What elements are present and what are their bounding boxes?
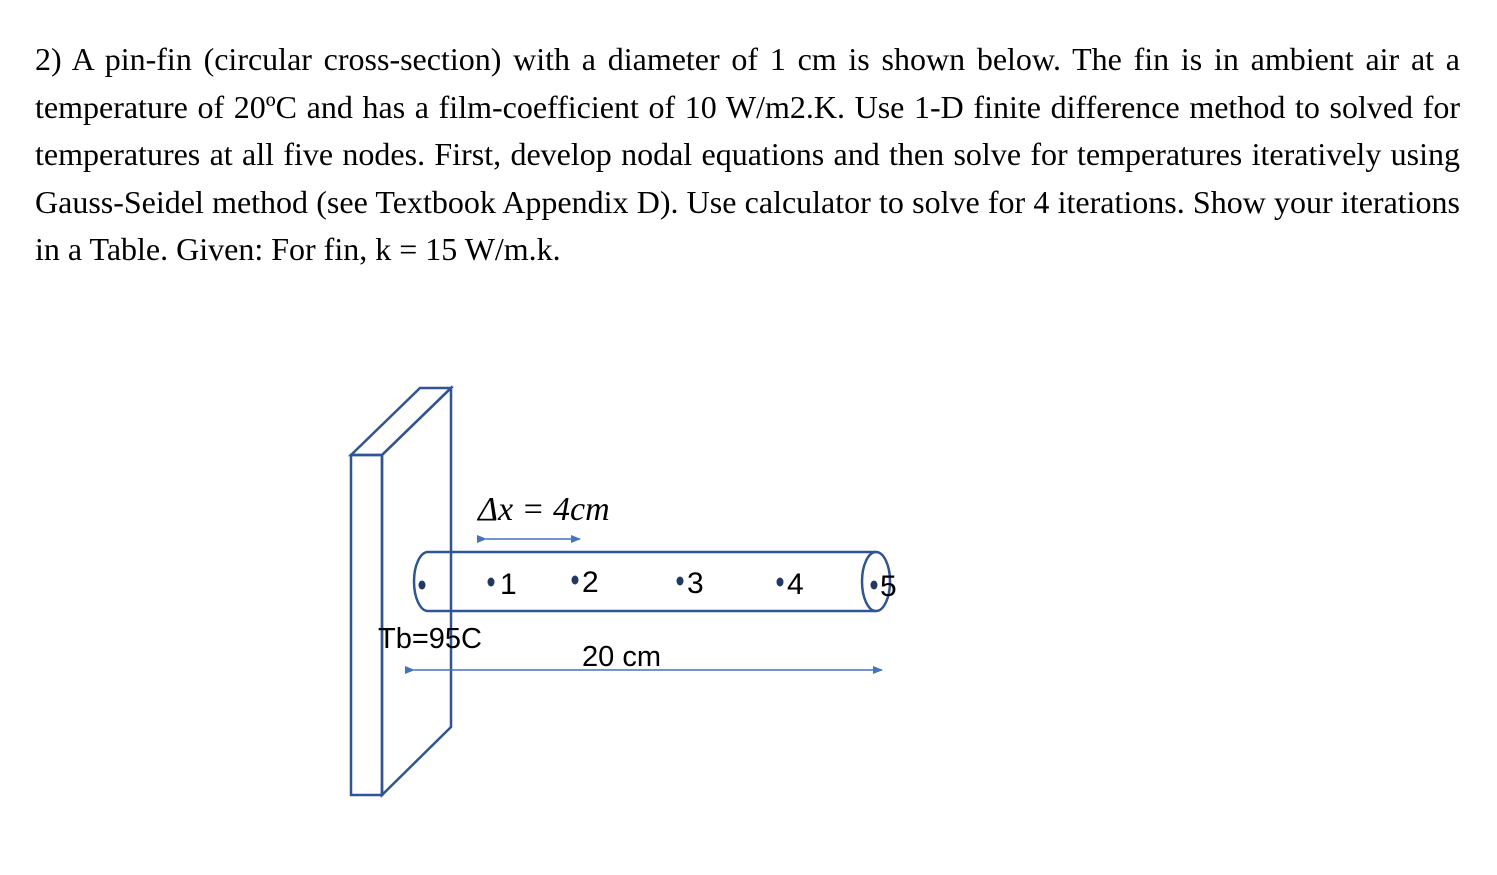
node-label-3: 3 [687, 567, 704, 600]
node-label-2: 2 [582, 566, 599, 599]
node-label-5: 5 [880, 570, 897, 603]
node-dot-base [419, 581, 426, 590]
node-dot-3 [677, 577, 684, 586]
fin-length-label: 20 cm [582, 641, 661, 673]
node-dot-5 [871, 581, 878, 590]
wall-top-face [351, 388, 451, 455]
node-dot-2 [572, 576, 579, 585]
base-temperature-label: Tb=95C [378, 623, 482, 655]
node-label-4: 4 [787, 568, 804, 601]
pin-fin [414, 552, 890, 611]
node-label-1: 1 [500, 568, 517, 601]
wall-side-face [382, 388, 451, 795]
node-dots [419, 576, 878, 590]
base-wall [351, 388, 451, 795]
node-dot-4 [777, 578, 784, 587]
fin-body-edges [428, 552, 876, 611]
dx-label: Δx = 4cm [478, 491, 610, 528]
problem-statement: 2) A pin-fin (circular cross-section) with a diameter of 1 cm is shown below. The fin is in ambient air at a temperature of 20ºC and has a film-coefficient of 10 W/m2.K. Use 1-D finite difference method to solved for temperatures at all five nodes. First, develop nodal equations and then solve for temperatures iteratively using Gauss-Seidel method (see Textbook Appendix D). Use calculator to solve for 4 iterations. Show your iterations in a Table. Given: For fin, k = 15 W/m.k. [35, 41, 1460, 267]
node-dot-1 [488, 578, 495, 587]
